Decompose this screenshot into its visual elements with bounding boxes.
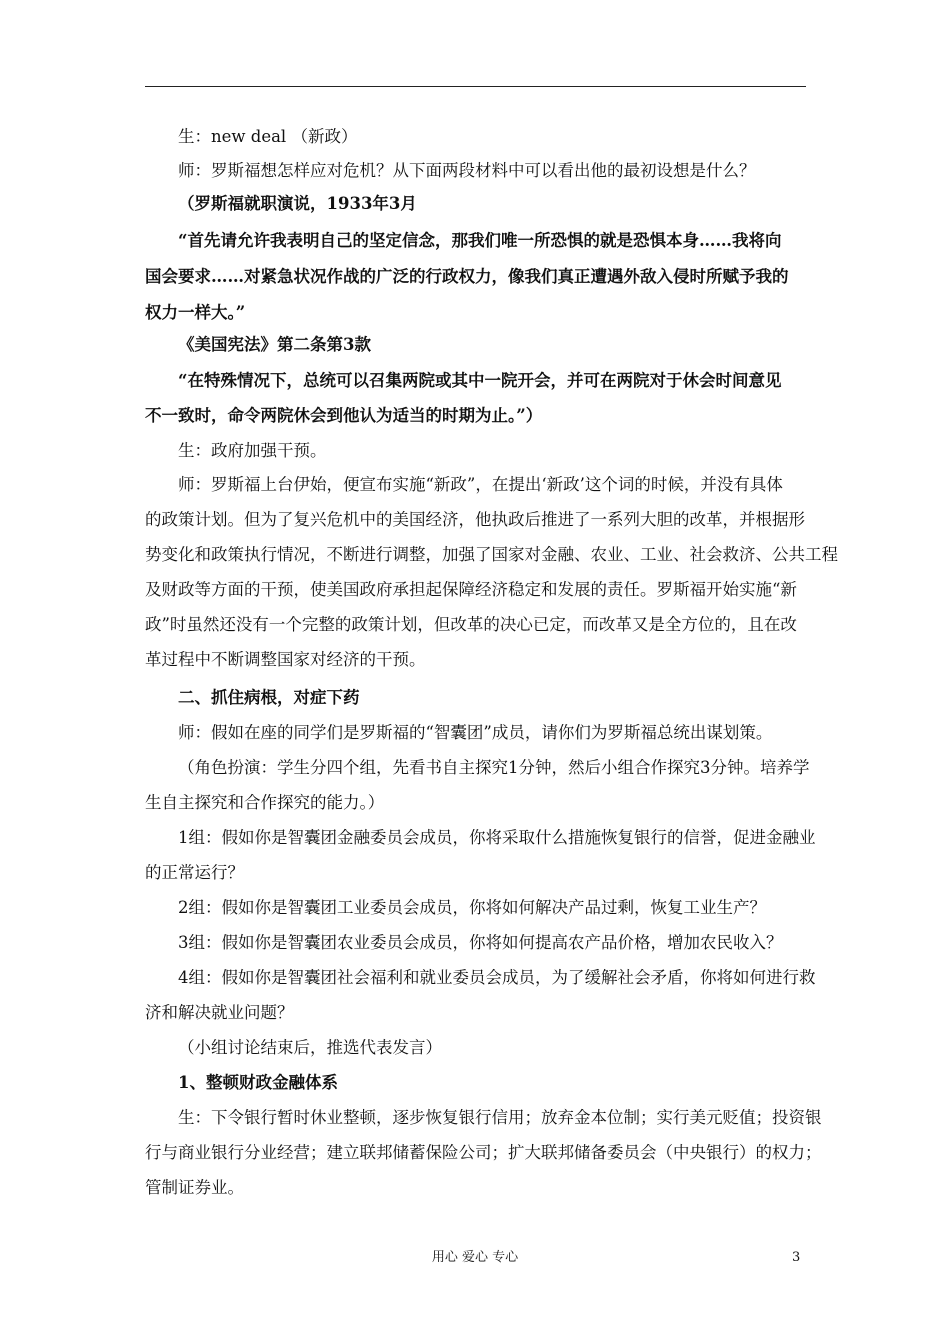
paragraph-line: 《美国宪法》第二条第3款 (178, 335, 371, 354)
paragraph-line: 师：罗斯福上台伊始，便宣布实施“新政”，在提出‘新政’这个词的时候，并没有具体 (178, 475, 783, 494)
paragraph-line: 生：政府加强干预。 (178, 441, 327, 460)
paragraph-line: 国会要求……对紧急状况作战的广泛的行政权力，像我们真正遭遇外敌入侵时所赋予我的 (145, 267, 789, 286)
paragraph-line: 不一致时，命令两院休会到他认为适当的时期为止。”） (145, 406, 543, 425)
paragraph-line: 2组：假如你是智囊团工业委员会成员，你将如何解决产品过剩，恢复工业生产？ (178, 898, 766, 917)
paragraph-line: 济和解决就业问题？ (145, 1003, 294, 1022)
paragraph-line: 行与商业银行分业经营；建立联邦储蓄保险公司；扩大联邦储备委员会（中央银行）的权力； (145, 1143, 822, 1162)
paragraph-line: （罗斯福就职演说，1933年3月 (178, 194, 417, 213)
section-heading: 二、抓住病根，对症下药 (178, 688, 360, 707)
paragraph-line: （角色扮演：学生分四个组，先看书自主探究1分钟，然后小组合作探究3分钟。培养学 (178, 758, 810, 777)
paragraph-line: “在特殊情况下，总统可以召集两院或其中一院开会，并可在两院对于休会时间意见 (178, 371, 782, 390)
paragraph-line: 政”时虽然还没有一个完整的政策计划，但改革的决心已定，而改革又是全方位的，且在改 (145, 615, 797, 634)
paragraph-line: 权力一样大。” (145, 303, 246, 322)
paragraph-line: 4组：假如你是智囊团社会福利和就业委员会成员，为了缓解社会矛盾，你将如何进行救 (178, 968, 816, 987)
paragraph-line: 革过程中不断调整国家对经济的干预。 (145, 650, 426, 669)
paragraph-line: 生：下令银行暂时休业整顿，逐步恢复银行信用；放弃金本位制；实行美元贬值；投资银 (178, 1108, 822, 1127)
paragraph-line: 3组：假如你是智囊团农业委员会成员，你将如何提高农产品价格，增加农民收入？ (178, 933, 783, 952)
paragraph-line: 生：new deal （新政） (178, 127, 358, 146)
paragraph-line: 师：罗斯福想怎样应对危机？从下面两段材料中可以看出他的最初设想是什么？ (178, 161, 756, 180)
paragraph-line: “首先请允许我表明自己的坚定信念，那我们唯一所恐惧的就是恐惧本身……我将向 (178, 231, 782, 250)
paragraph-line: 生自主探究和合作探究的能力。） (145, 793, 385, 812)
paragraph-line: 1组：假如你是智囊团金融委员会成员，你将采取什么措施恢复银行的信誉，促进金融业 (178, 828, 816, 847)
header-rule (145, 86, 806, 87)
paragraph-line: （小组讨论结束后，推选代表发言） (178, 1038, 442, 1057)
paragraph-line: 的政策计划。但为了复兴危机中的美国经济，他执政后推进了一系列大胆的改革，并根据形 (145, 510, 805, 529)
footer-text: 用心 爱心 专心 (431, 1250, 519, 1265)
paragraph-line: 管制证券业。 (145, 1178, 244, 1197)
paragraph-line: 师：假如在座的同学们是罗斯福的“智囊团”成员，请你们为罗斯福总统出谋划策。 (178, 723, 773, 742)
page-number: 3 (792, 1250, 801, 1265)
paragraph-line: 及财政等方面的干预，使美国政府承担起保障经济稳定和发展的责任。罗斯福开始实施“新 (145, 580, 797, 599)
paragraph-line: 的正常运行？ (145, 863, 244, 882)
paragraph-line: 势变化和政策执行情况，不断进行调整，加强了国家对金融、农业、工业、社会救济、公共工程 (145, 545, 838, 564)
subsection-heading: 1、整顿财政金融体系 (178, 1073, 338, 1092)
